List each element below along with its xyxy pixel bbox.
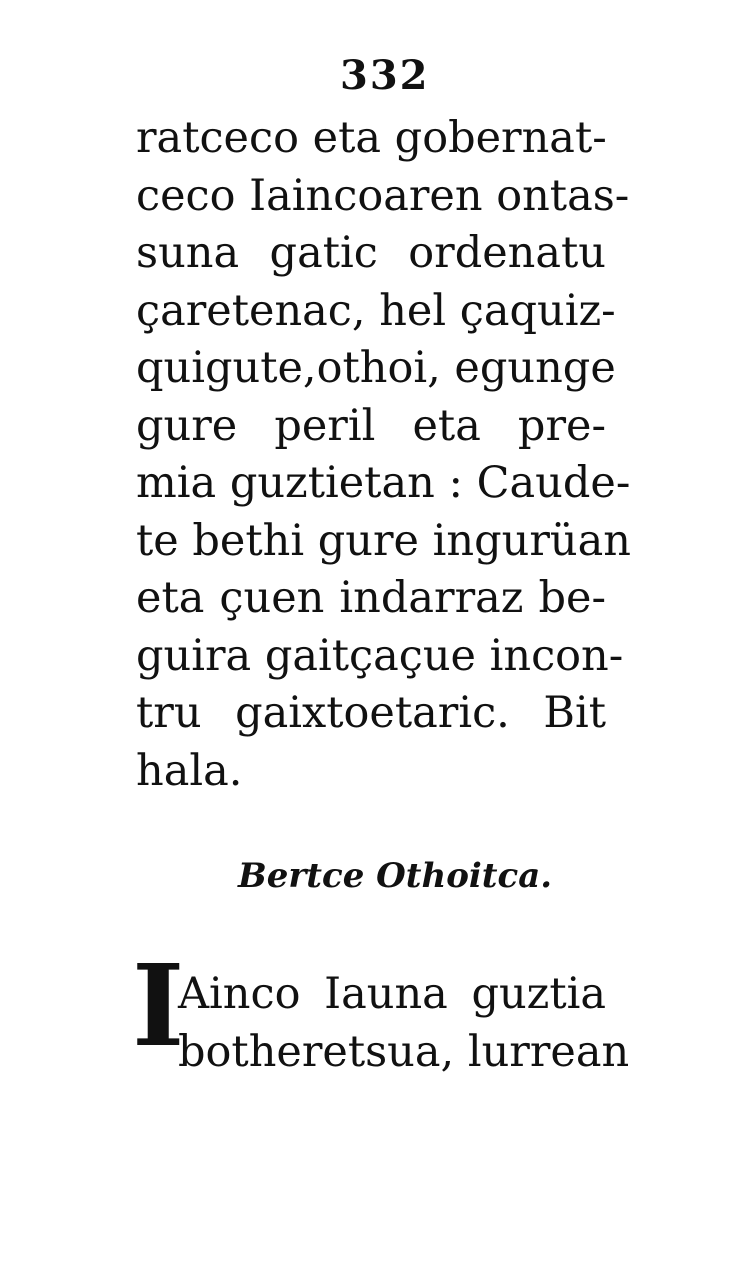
- second-paragraph: [178, 966, 630, 1081]
- main-paragraph: [136, 110, 631, 800]
- text-line: mia guztietan : Caude-: [136, 458, 631, 508]
- text-line: çaretenac, hel çaquiz-: [136, 285, 616, 336]
- text-line: Ainco Iauna guztia: [178, 969, 606, 1019]
- section-heading: Bertce Othoitca.: [238, 856, 553, 896]
- text-line: quigute,othoi, egunge: [136, 343, 616, 393]
- text-line: ceco Iaincoaren ontas-: [136, 170, 630, 221]
- text-line: guira gaitçaçue incon-: [136, 630, 624, 681]
- text-line: suna gatic ordenatu: [136, 228, 606, 278]
- text-line: ratceco eta gobernat-: [136, 113, 607, 163]
- text-line: gure peril eta pre-: [136, 400, 606, 451]
- text-line: botheretsua, lurrean: [178, 1026, 630, 1077]
- drop-cap: I: [132, 941, 185, 1072]
- page-number: 332: [340, 52, 430, 99]
- text-line: tru gaixtoetaric. Bit: [136, 688, 606, 738]
- text-line: eta çuen indarraz be-: [136, 573, 606, 623]
- text-line: hala.: [136, 745, 243, 796]
- text-line: te bethi gure ingurüan: [136, 515, 631, 566]
